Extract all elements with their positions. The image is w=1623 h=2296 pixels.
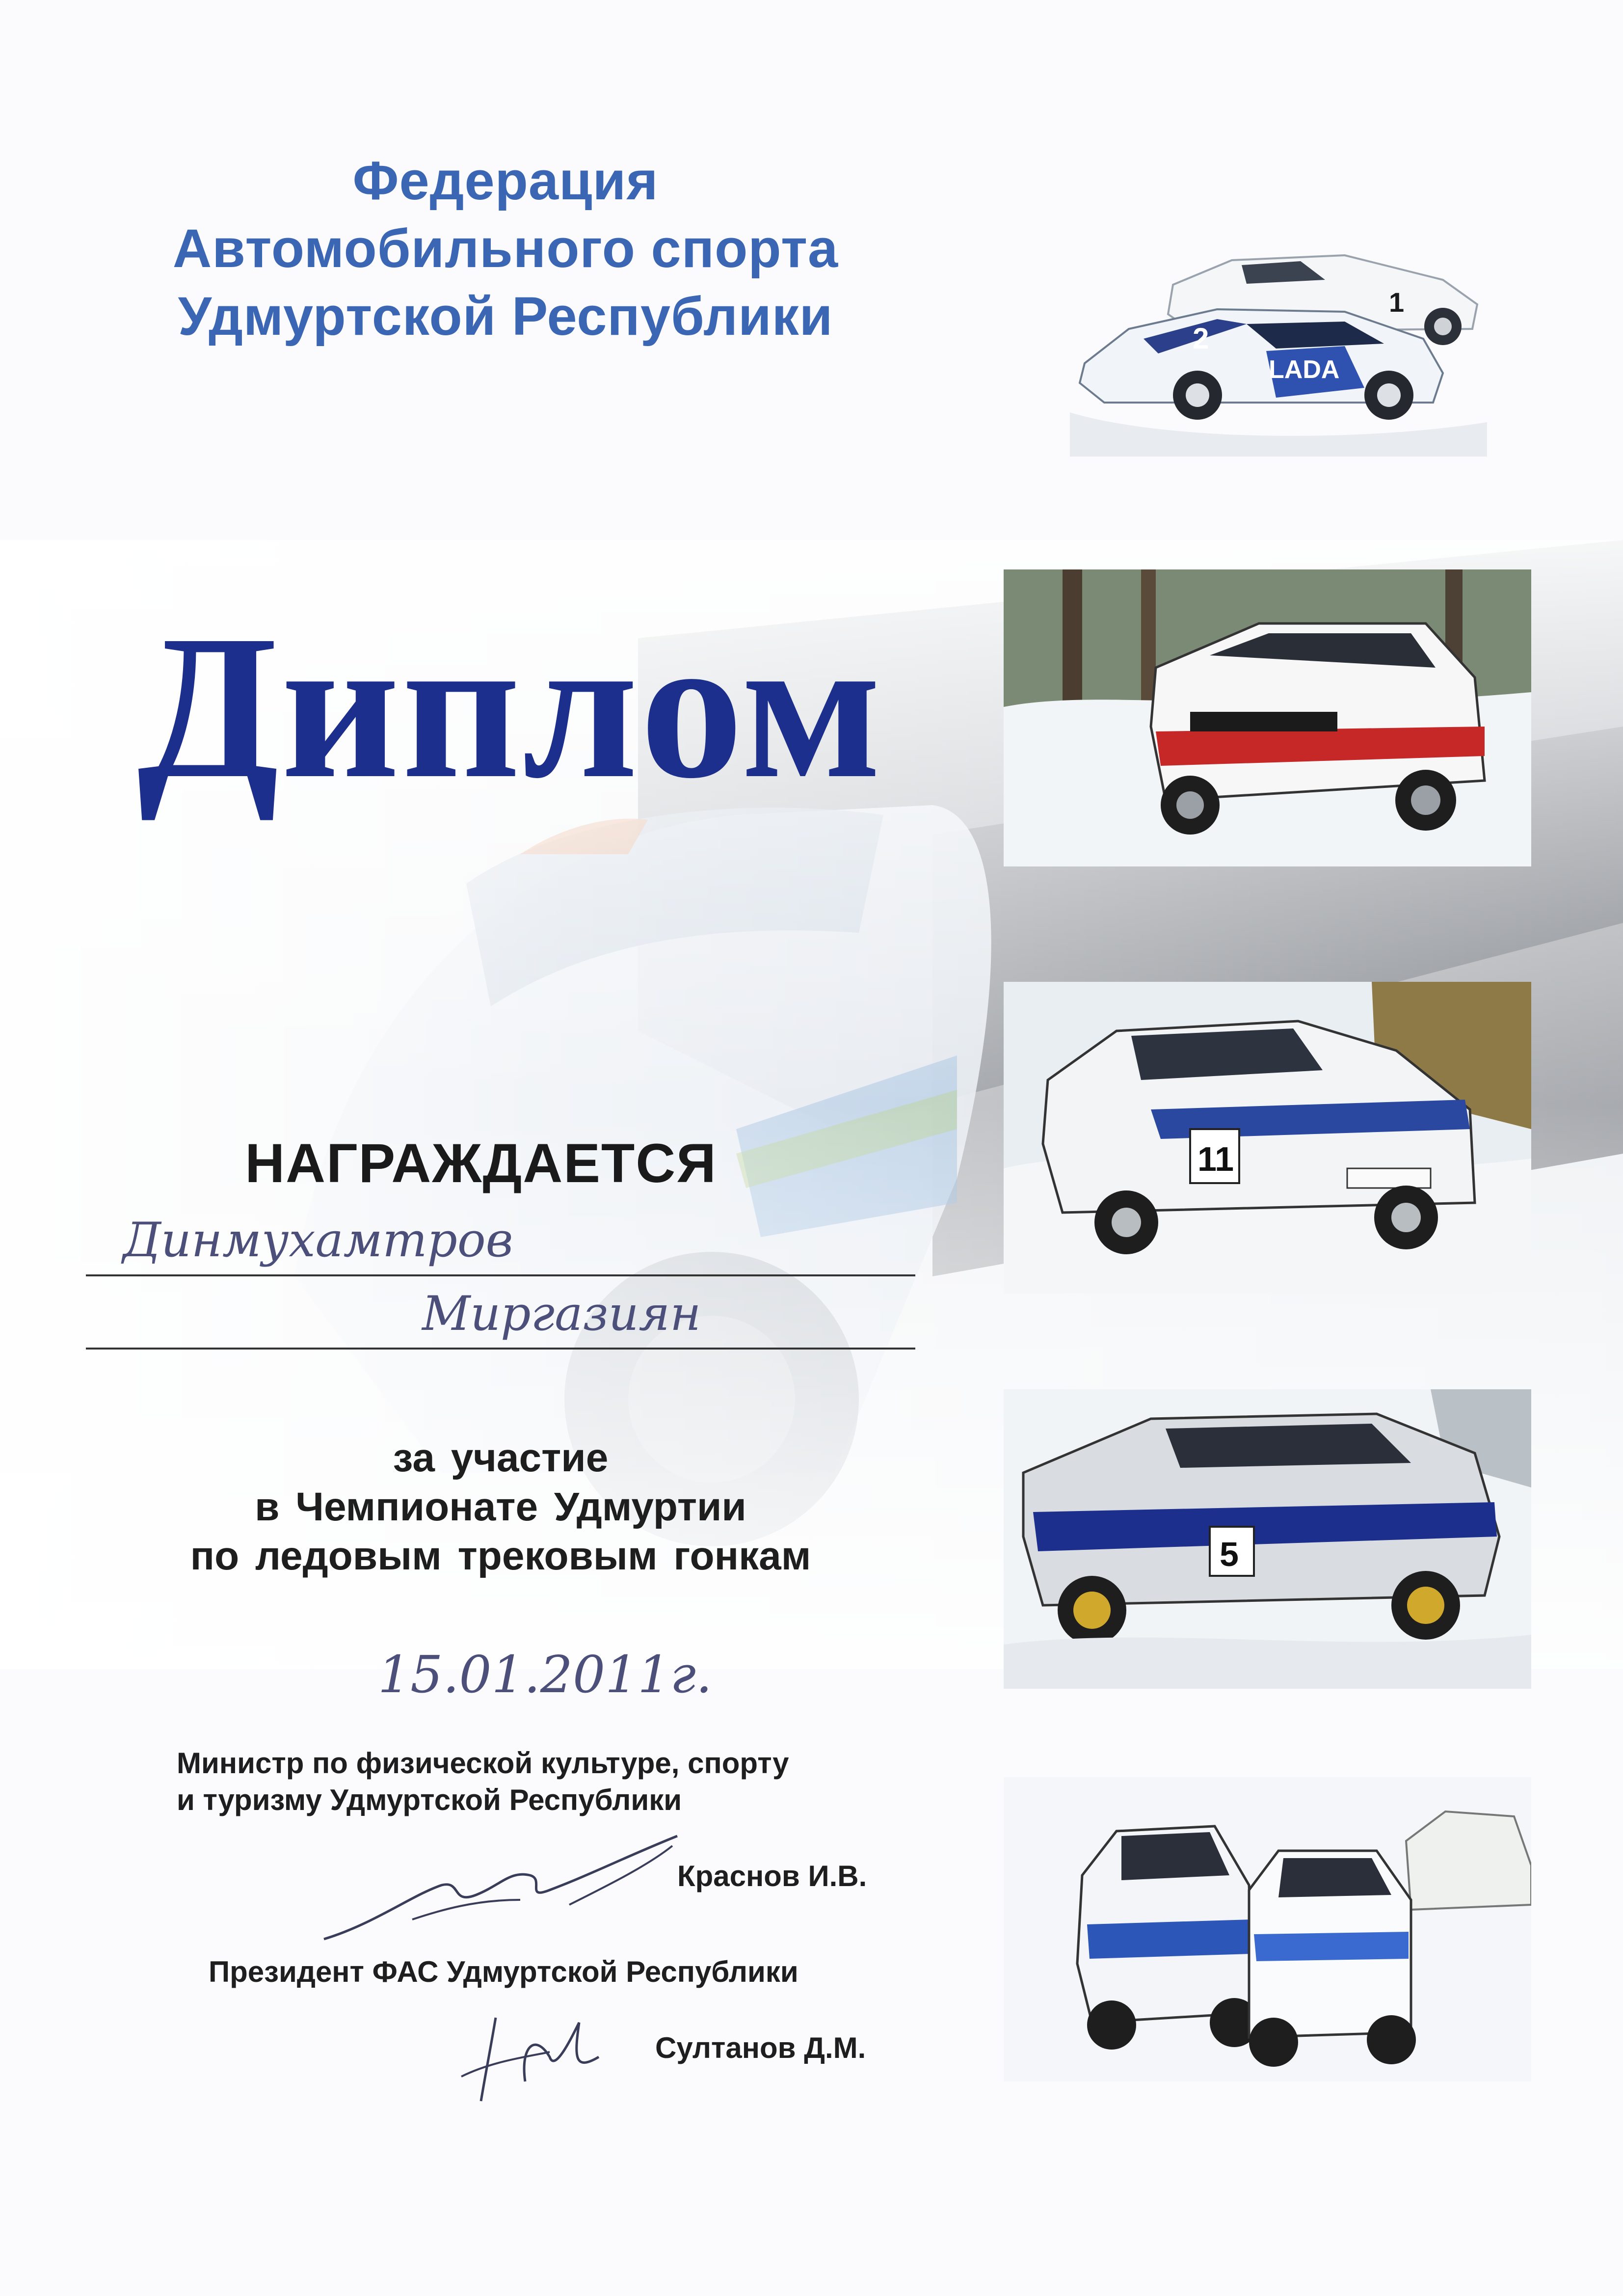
federation-line-3: Удмуртской Республики [178, 286, 833, 347]
federation-line-1: Федерация [352, 151, 659, 211]
president-title: Президент ФАС Удмуртской Республики [209, 1955, 798, 1988]
rally-car-snow-photo-1 [1004, 569, 1531, 866]
award-date: 15.01.2011г. [378, 1645, 713, 1704]
svg-text:LADA: LADA [1269, 355, 1340, 384]
recipient-given-name: Миргазиян [422, 1286, 701, 1341]
rally-cars-photo-top [1070, 226, 1487, 457]
minister-title-line-2: и туризму Удмуртской Республики [177, 1783, 682, 1816]
rally-car-snow-photo-3 [1004, 1389, 1531, 1689]
svg-text:2: 2 [1193, 322, 1209, 355]
reason-line-1: за участие [393, 1435, 609, 1480]
minister-signature-icon [314, 1826, 687, 1954]
reason-line-3: по ледовым трековым гонкам [190, 1534, 811, 1578]
svg-text:1: 1 [1389, 287, 1405, 318]
recipient-underline-2 [86, 1348, 915, 1350]
president-name: Султанов Д.М. [655, 2031, 866, 2064]
diploma-title: Диплом [137, 593, 884, 821]
awarded-label: НАГРАЖДАЕТСЯ [245, 1133, 717, 1194]
svg-text:11: 11 [1197, 1140, 1234, 1178]
minister-title-line-1: Министр по физической культуре, спорту [177, 1747, 789, 1780]
award-reason [113, 1433, 888, 1581]
rally-car-snow-photo-2 [1004, 982, 1531, 1294]
rally-cars-race-photo-4 [1004, 1777, 1531, 2081]
president-signature-icon [452, 2003, 613, 2111]
reason-line-2: в Чемпионате Удмуртии [255, 1485, 746, 1529]
federation-line-2: Автомобильного спорта [172, 218, 839, 279]
federation-heading [59, 147, 952, 351]
recipient-surname: Динмухамтров [123, 1213, 513, 1268]
recipient-underline-1 [86, 1274, 915, 1276]
svg-text:5: 5 [1220, 1535, 1239, 1573]
minister-name: Краснов И.В. [677, 1860, 867, 1892]
